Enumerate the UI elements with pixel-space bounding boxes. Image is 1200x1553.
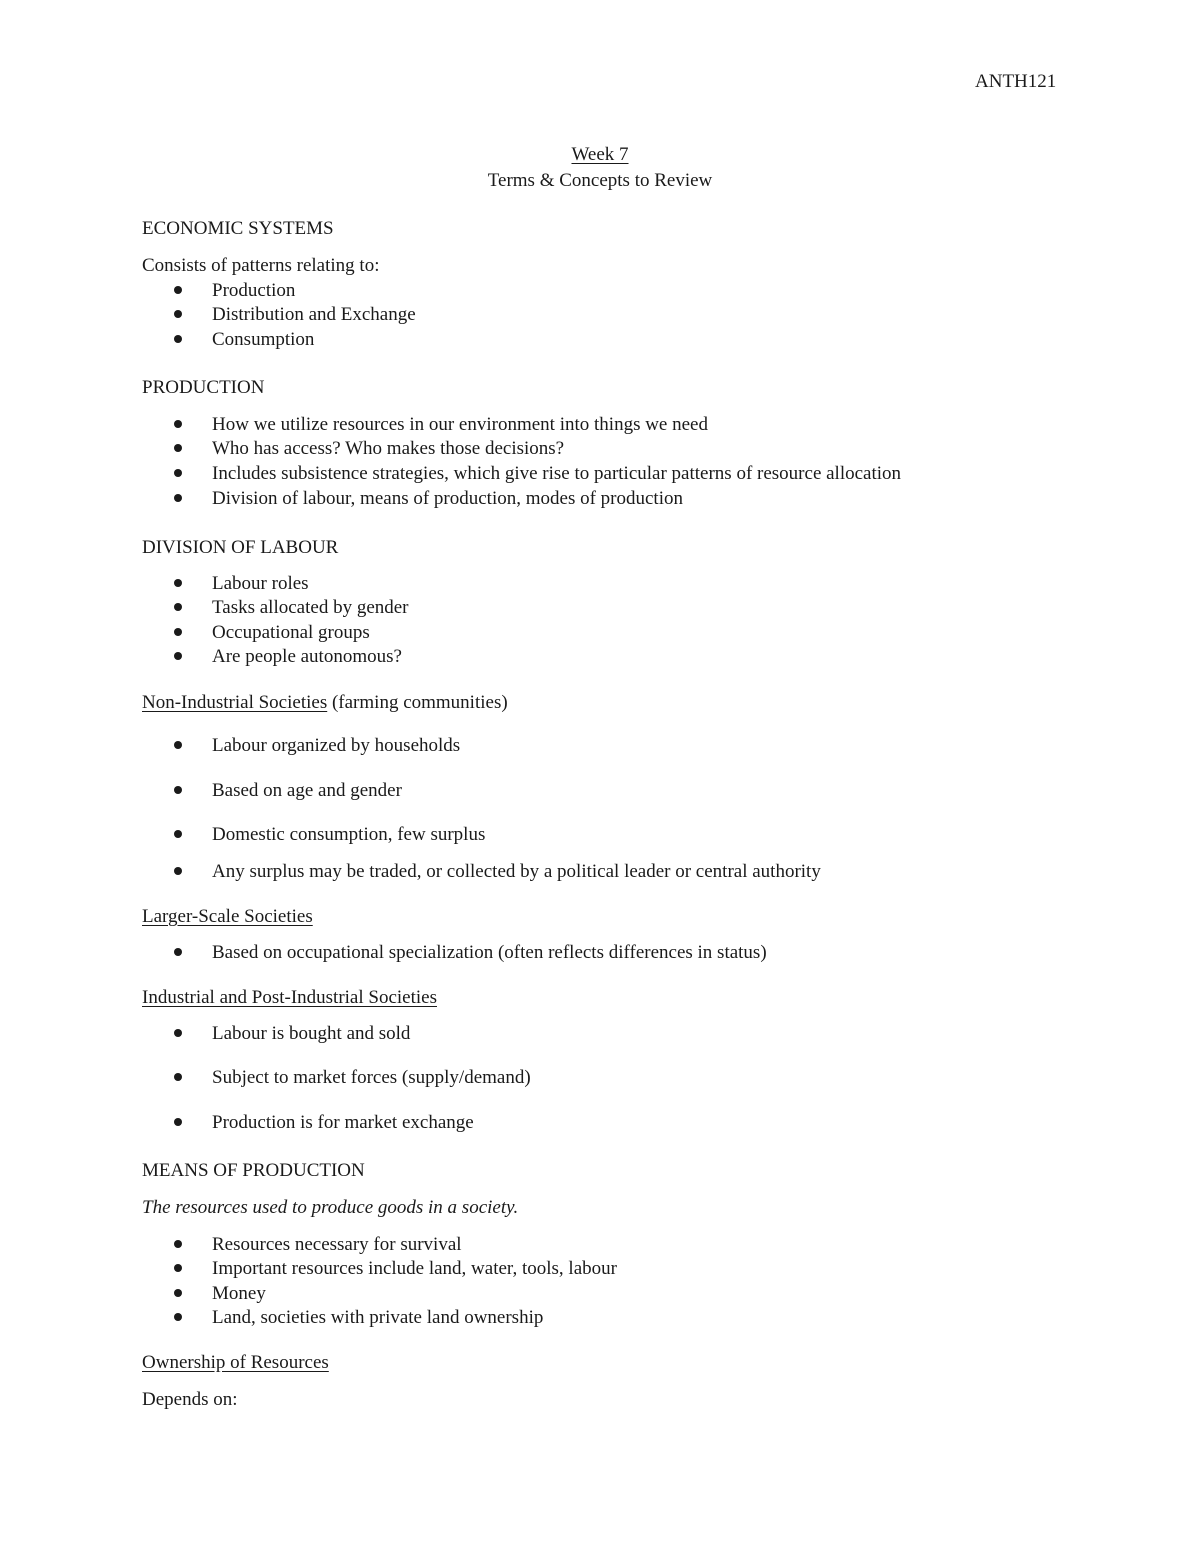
bullet-icon [174,1313,182,1321]
bullet-icon [174,948,182,956]
list-item: Land, societies with private land ownership [212,1307,544,1328]
bullet-icon [174,867,182,875]
bullet-icon [174,444,182,452]
bullet-icon [174,579,182,587]
document-subtitle: Terms & Concepts to Review [487,170,713,191]
bullet-icon [174,1264,182,1272]
list-item: Are people autonomous? [212,646,402,667]
subsection-heading-industrial: Industrial and Post-Industrial Societies [142,987,437,1008]
bullet-icon [174,628,182,636]
bullet-icon [174,286,182,294]
bullet-icon [174,652,182,660]
bullet-icon [174,603,182,611]
bullet-icon [174,1073,182,1081]
ownership-intro: Depends on: [142,1389,238,1410]
subsection-heading: Non-Industrial Societies [142,692,328,713]
list-item: Resources necessary for survival [212,1234,462,1255]
list-item: Distribution and Exchange [212,304,416,325]
list-item: Important resources include land, water, tools, labour [212,1258,617,1279]
list-item: Labour organized by households [212,735,461,756]
bullet-icon [174,1289,182,1297]
bullet-icon [174,786,182,794]
list-item: Based on occupational specialization (often reflects differences in status) [212,942,767,963]
bullet-icon [174,830,182,838]
subsection-non-industrial [142,693,508,712]
list-item: Division of labour, means of production, modes of production [212,488,683,509]
section-heading-means-of-production: MEANS OF PRODUCTION [142,1160,365,1181]
course-code: ANTH121 [975,71,1057,92]
list-item: Labour roles [212,573,309,594]
list-item: Who has access? Who makes those decisions? [212,438,565,459]
bullet-icon [174,741,182,749]
section-heading-division-of-labour: DIVISION OF LABOUR [142,537,339,558]
subsection-heading-ownership: Ownership of Resources [142,1352,329,1373]
week-title: Week 7 [571,144,629,165]
list-item: Occupational groups [212,622,370,643]
list-item: How we utilize resources in our environment into things we need [212,414,708,435]
list-item: Production [212,280,296,301]
bullet-icon [174,494,182,502]
list-item: Labour is bought and sold [212,1023,411,1044]
list-item: Includes subsistence strategies, which give rise to particular patterns of resource allocation [212,463,902,484]
list-item: Based on age and gender [212,780,402,801]
list-item: Money [212,1283,266,1304]
list-item: Consumption [212,329,315,350]
section-heading-economic-systems: ECONOMIC SYSTEMS [142,218,334,239]
economic-systems-intro: Consists of patterns relating to: [142,255,380,276]
bullet-icon [174,420,182,428]
list-item: Production is for market exchange [212,1112,474,1133]
means-of-production-definition: The resources used to produce goods in a society. [142,1197,519,1218]
subsection-heading-larger-scale: Larger-Scale Societies [142,906,313,927]
list-item: Domestic consumption, few surplus [212,824,486,845]
list-item: Tasks allocated by gender [212,597,409,618]
bullet-icon [174,1240,182,1248]
bullet-icon [174,1029,182,1037]
subsection-note: (farming communities) [327,692,508,713]
section-heading-production: PRODUCTION [142,377,265,398]
bullet-icon [174,469,182,477]
list-item: Subject to market forces (supply/demand) [212,1067,531,1088]
bullet-icon [174,310,182,318]
bullet-icon [174,1118,182,1126]
list-item: Any surplus may be traded, or collected by a political leader or central authority [212,861,821,882]
bullet-icon [174,335,182,343]
